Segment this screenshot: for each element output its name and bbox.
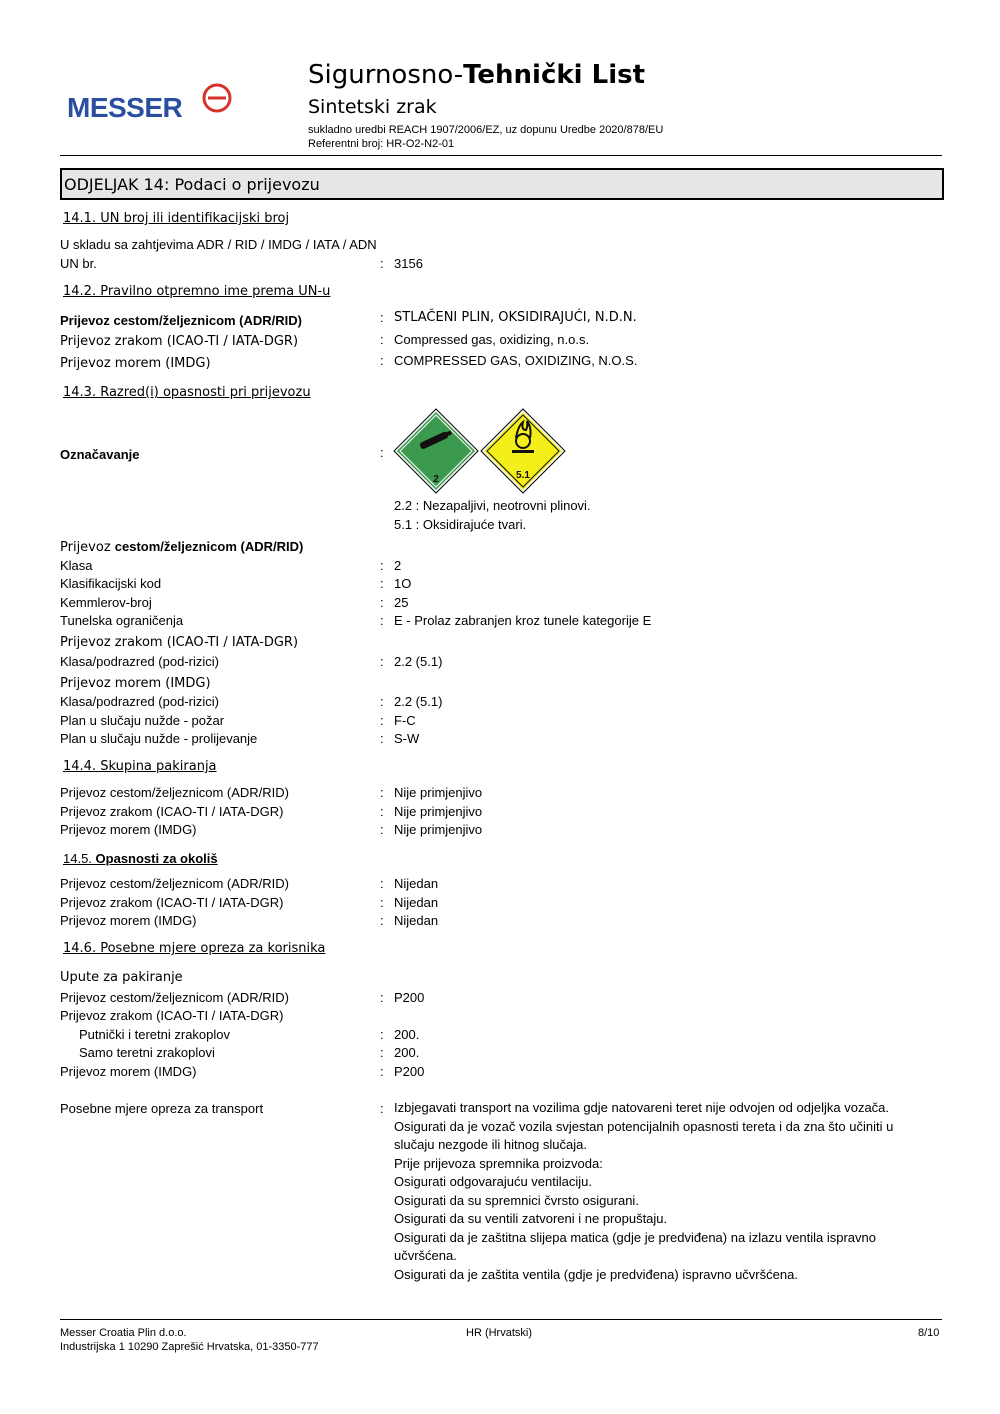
heading-14-5: 14.5. Opasnosti za okoliš xyxy=(63,851,218,866)
emergency-spill-value: S-W xyxy=(394,731,420,746)
shipping-name-air-value: Compressed gas, oxidizing, n.o.s. xyxy=(394,332,590,347)
shipping-name-road-value: STLAČENI PLIN, OKSIDIRAJUĆI, N.D.N. xyxy=(394,310,637,325)
marking-label: Označavanje xyxy=(60,447,140,462)
measure-item: Osigurati da je vozač vozila svjestan potencijalnih opasnosti tereta i da zna što učiniti u slučaju nezgode ili hitnog slučaja. xyxy=(394,1118,894,1152)
colon: : xyxy=(380,310,384,325)
packing-road-value: P200 xyxy=(394,990,425,1005)
colon: : xyxy=(380,1045,384,1060)
colon: : xyxy=(380,694,384,709)
air-class-label: Klasa/podrazred (pod-rizici) xyxy=(60,654,219,669)
tunnel-restriction-label: Tunelska ograničenja xyxy=(60,613,184,628)
measure-item: Osigurati da je zaštitna slijepa matica (gdje je predviđena) na izlazu ventila ispravno učvršćena. xyxy=(394,1229,876,1263)
measure-item: Osigurati da su spremnici čvrsto osigurani. xyxy=(394,1192,639,1208)
env-hazard-air-label: Prijevoz zrakom (ICAO-TI / IATA-DGR) xyxy=(60,895,284,910)
reference-number: Referentni broj: HR-O2-N2-01 xyxy=(308,138,455,150)
heading-14-4: 14.4. Skupina pakiranja xyxy=(63,759,217,774)
shipping-name-sea-value: COMPRESSED GAS, OXIDIZING, N.O.S. xyxy=(394,353,638,368)
green-label-number: 2 xyxy=(433,474,439,485)
class-label: Klasa xyxy=(60,558,93,573)
hazard-legend-5-1: 5.1 : Oksidirajuće tvari. xyxy=(394,517,527,532)
colon: : xyxy=(380,804,384,819)
heading-14-3: 14.3. Razred(i) opasnosti pri prijevozu xyxy=(63,385,311,400)
packing-sea-label: Prijevoz morem (IMDG) xyxy=(60,1064,197,1079)
colon: : xyxy=(380,1064,384,1079)
colon: : xyxy=(380,990,384,1005)
measure-item: Osigurati da su ventili zatvoreni i ne propuštaju. xyxy=(394,1211,668,1226)
colon: : xyxy=(380,595,384,610)
colon: : xyxy=(380,613,384,628)
env-hazard-sea-value: Nijedan xyxy=(394,913,439,928)
passenger-aircraft-value: 200. xyxy=(394,1027,420,1042)
tunnel-restriction-value: E - Prolaz zabranjen kroz tunele kategorije E xyxy=(394,613,652,628)
packing-group-sea-label: Prijevoz morem (IMDG) xyxy=(60,822,197,837)
colon: : xyxy=(380,353,384,368)
heading-14-2: 14.2. Pravilno otpremno ime prema UN-u xyxy=(63,284,331,299)
env-hazard-road-value: Nijedan xyxy=(394,876,439,891)
cargo-aircraft-value: 200. xyxy=(394,1045,420,1060)
emergency-fire-label: Plan u slučaju nužde - požar xyxy=(60,713,225,728)
oxidizer-hazard-label-icon xyxy=(480,408,566,494)
packing-group-air-value: Nije primjenjivo xyxy=(394,804,483,819)
sea-class-value: 2.2 (5.1) xyxy=(394,694,443,709)
colon: : xyxy=(380,576,384,591)
colon: : xyxy=(380,785,384,800)
heading-14-6: 14.6. Posebne mjere opreza za korisnika xyxy=(63,941,326,956)
colon: : xyxy=(380,713,384,728)
footer-address: Industrijska 1 10290 Zaprešić Hrvatska, 01-3350-777 xyxy=(60,1341,319,1353)
air-class-value: 2.2 (5.1) xyxy=(394,654,443,669)
un-intro-text: U skladu sa zahtjevima ADR / RID / IMDG / IATA / ADN xyxy=(60,237,377,252)
passenger-aircraft-label: Putnički i teretni zrakoplov xyxy=(79,1027,231,1042)
gas-cylinder-hazard-label-icon xyxy=(393,408,479,494)
kemmler-value: 25 xyxy=(394,595,409,610)
product-name: Sintetski zrak xyxy=(308,96,437,118)
colon: : xyxy=(380,1027,384,1042)
road-transport-heading: Prijevoz cestom/željeznicom (ADR/RID) xyxy=(60,539,304,555)
env-hazard-air-value: Nijedan xyxy=(394,895,439,910)
emergency-fire-value: F-C xyxy=(394,713,416,728)
env-hazard-road-label: Prijevoz cestom/željeznicom (ADR/RID) xyxy=(60,876,289,891)
footer-language: HR (Hrvatski) xyxy=(466,1327,532,1339)
measure-item: Osigurati odgovarajuću ventilaciju. xyxy=(394,1174,592,1189)
shipping-name-air-label: Prijevoz zrakom (ICAO-TI / IATA-DGR) xyxy=(60,334,299,349)
packing-group-road-value: Nije primjenjivo xyxy=(394,785,483,800)
colon: : xyxy=(380,558,384,573)
regulation-text: sukladno uredbi REACH 1907/2006/EZ, uz dopunu Uredbe 2020/878/EU xyxy=(308,124,664,136)
cargo-aircraft-label: Samo teretni zrakoplovi xyxy=(79,1045,215,1060)
colon: : xyxy=(380,895,384,910)
packing-road-label: Prijevoz cestom/željeznicom (ADR/RID) xyxy=(60,990,289,1005)
colon: : xyxy=(380,445,384,460)
colon: : xyxy=(380,256,384,271)
class-value: 2 xyxy=(394,558,402,573)
messer-logo-text: MESSER xyxy=(67,92,183,123)
measure-item: Izbjegavati transport na vozilima gdje natovareni teret nije odvojen od odjeljka vozača. xyxy=(394,1100,890,1115)
packing-instructions-heading: Upute za pakiranje xyxy=(60,970,183,985)
packing-sea-value: P200 xyxy=(394,1064,425,1079)
colon: : xyxy=(380,913,384,928)
shipping-name-sea-label: Prijevoz morem (IMDG) xyxy=(60,356,211,371)
packing-group-road-label: Prijevoz cestom/željeznicom (ADR/RID) xyxy=(60,785,289,800)
packing-group-air-label: Prijevoz zrakom (ICAO-TI / IATA-DGR) xyxy=(60,804,284,819)
classification-code-label: Klasifikacijski kod xyxy=(60,576,162,591)
hazard-legend-2-2: 2.2 : Nezapaljivi, neotrovni plinovi. xyxy=(394,498,591,513)
shipping-name-road-label: Prijevoz cestom/željeznicom (ADR/RID) xyxy=(60,313,302,328)
document-title: Sigurnosno-Tehnički List xyxy=(308,60,646,90)
transport-measures-label: Posebne mjere opreza za transport xyxy=(60,1101,264,1116)
env-hazard-sea-label: Prijevoz morem (IMDG) xyxy=(60,913,197,928)
un-number-label: UN br. xyxy=(60,256,97,271)
measure-item: Prije prijevoza spremnika proizvoda: xyxy=(394,1155,603,1171)
section-title: ODJELJAK 14: Podaci o prijevozu xyxy=(64,175,320,194)
sea-class-label: Klasa/podrazred (pod-rizici) xyxy=(60,694,219,709)
air-transport-heading: Prijevoz zrakom (ICAO-TI / IATA-DGR) xyxy=(60,635,299,650)
colon: : xyxy=(380,654,384,669)
footer-company: Messer Croatia Plin d.o.o. xyxy=(60,1327,187,1339)
colon: : xyxy=(380,731,384,746)
un-number-value: 3156 xyxy=(394,256,423,271)
messer-logo-icon xyxy=(201,82,233,114)
footer-divider xyxy=(60,1319,942,1320)
heading-14-1: 14.1. UN broj ili identifikacijski broj xyxy=(63,211,290,226)
colon: : xyxy=(380,1101,384,1116)
kemmler-label: Kemmlerov-broj xyxy=(60,595,152,610)
classification-code-value: 1O xyxy=(394,576,412,591)
yellow-label-number: 5.1 xyxy=(516,470,530,481)
sea-transport-heading: Prijevoz morem (IMDG) xyxy=(60,676,211,691)
packing-air-heading: Prijevoz zrakom (ICAO-TI / IATA-DGR) xyxy=(60,1008,284,1023)
measure-item: Osigurati da je zaštita ventila (gdje je predviđena) ispravno učvršćena. xyxy=(394,1266,798,1282)
colon: : xyxy=(380,876,384,891)
header-divider xyxy=(60,155,942,156)
footer-page-number: 8/10 xyxy=(918,1327,940,1339)
emergency-spill-label: Plan u slučaju nužde - prolijevanje xyxy=(60,731,258,746)
packing-group-sea-value: Nije primjenjivo xyxy=(394,822,483,837)
transport-measures-list xyxy=(394,1099,924,1284)
colon: : xyxy=(380,332,384,347)
colon: : xyxy=(380,822,384,837)
